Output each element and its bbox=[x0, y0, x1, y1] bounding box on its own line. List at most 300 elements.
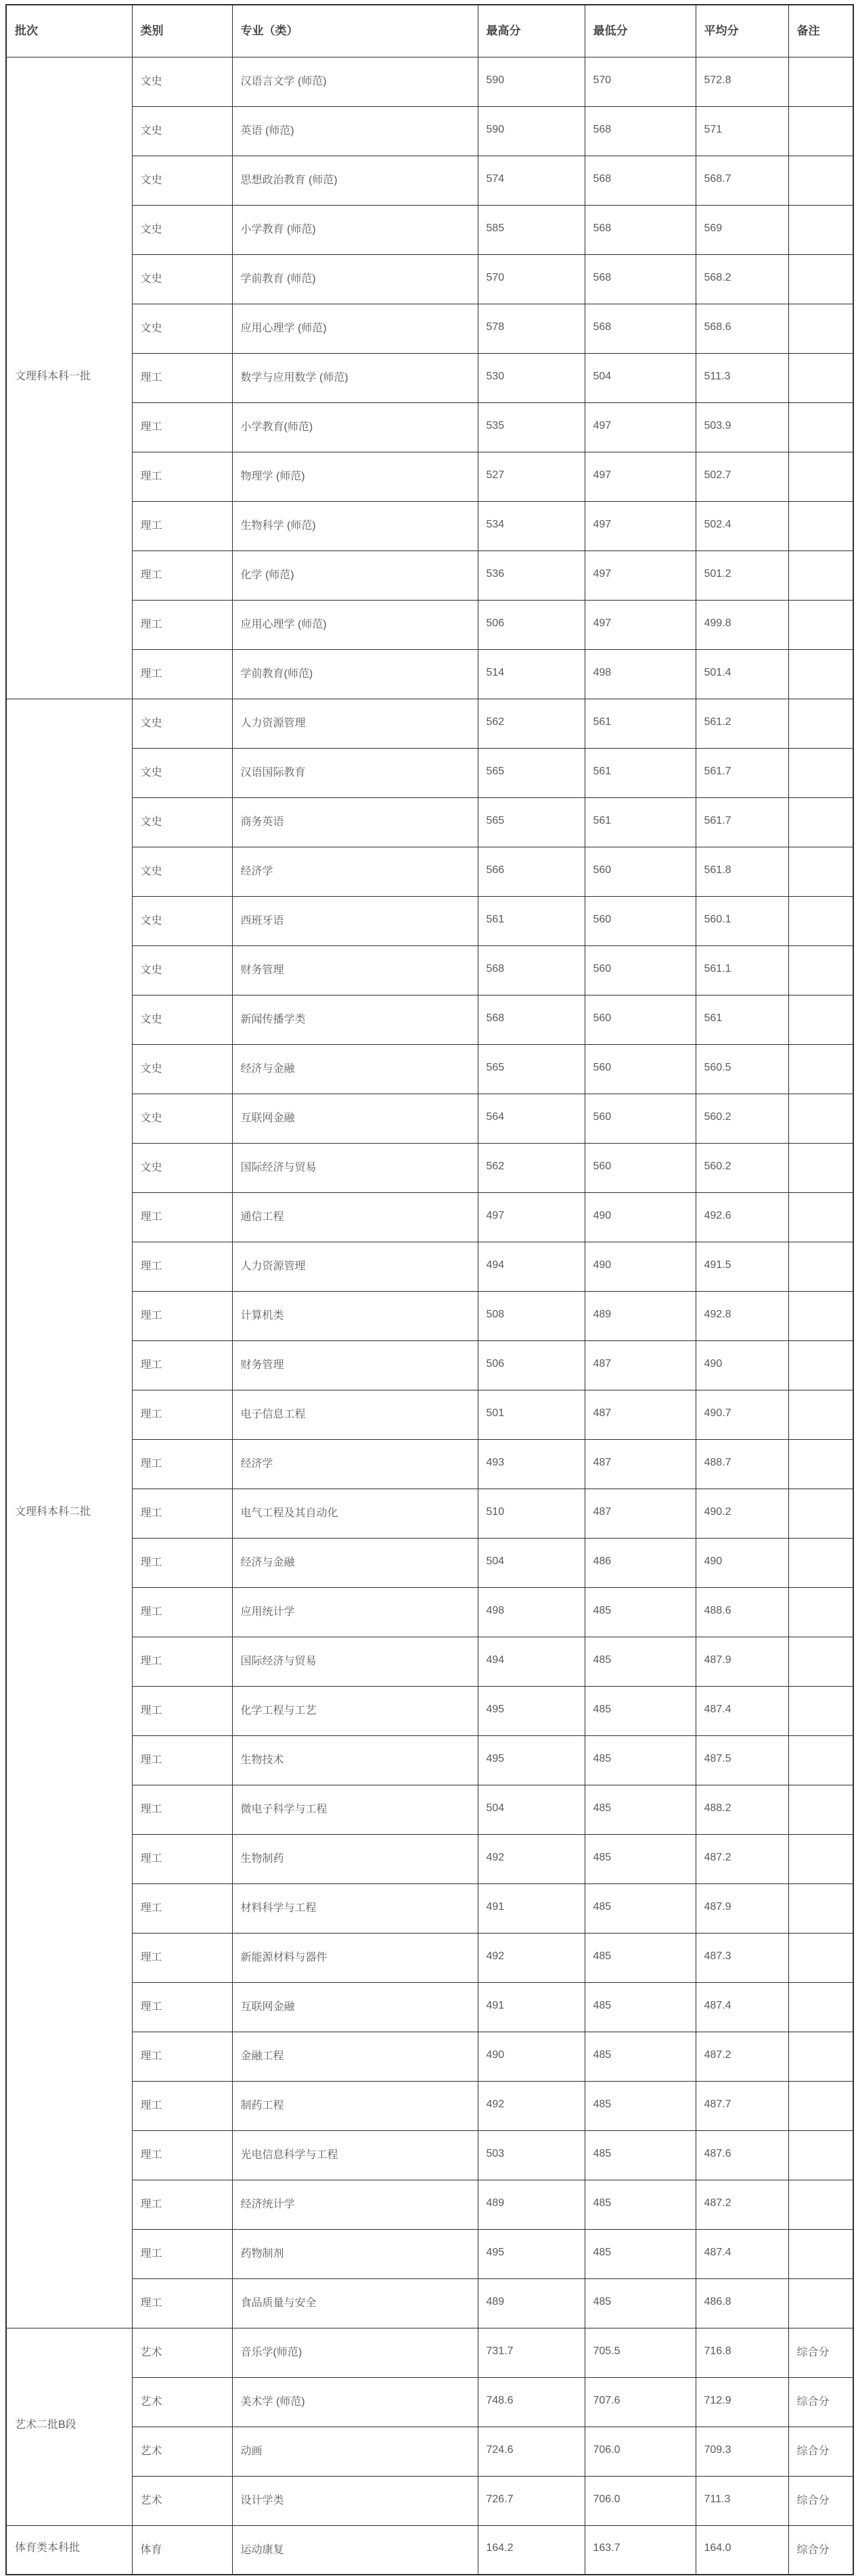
major-cell: 数学与应用数学 (师范) bbox=[232, 353, 478, 402]
table-row bbox=[6, 896, 853, 945]
max-score-cell: 489 bbox=[478, 2278, 585, 2328]
min-score-cell: 568 bbox=[585, 254, 696, 304]
max-score-cell: 536 bbox=[478, 551, 585, 600]
major-cell: 生物技术 bbox=[232, 1735, 478, 1785]
min-score-cell: 705.5 bbox=[585, 2328, 696, 2377]
max-score-cell: 514 bbox=[478, 649, 585, 699]
avg-score-cell: 511.3 bbox=[696, 353, 788, 402]
avg-score-cell: 561.7 bbox=[696, 797, 788, 847]
header-remark: 备注 bbox=[788, 5, 853, 57]
category-cell: 文史 bbox=[132, 1094, 232, 1143]
remark-cell bbox=[788, 1933, 853, 1982]
batch-cell: 体育类本科批 bbox=[6, 2525, 132, 2575]
category-cell: 理工 bbox=[132, 1637, 232, 1686]
category-cell: 理工 bbox=[132, 1735, 232, 1785]
remark-cell bbox=[788, 2032, 853, 2081]
category-cell: 理工 bbox=[132, 452, 232, 501]
major-cell: 音乐学(师范) bbox=[232, 2328, 478, 2377]
table-row bbox=[6, 649, 853, 699]
min-score-cell: 485 bbox=[585, 1637, 696, 1686]
major-cell: 应用统计学 bbox=[232, 1587, 478, 1637]
major-cell: 人力资源管理 bbox=[232, 699, 478, 748]
min-score-cell: 560 bbox=[585, 1044, 696, 1094]
category-cell: 艺术 bbox=[132, 2377, 232, 2427]
table-row bbox=[6, 1390, 853, 1439]
major-cell: 经济学 bbox=[232, 847, 478, 896]
category-cell: 理工 bbox=[132, 1340, 232, 1390]
max-score-cell: 504 bbox=[478, 1785, 585, 1834]
category-cell: 理工 bbox=[132, 2180, 232, 2229]
remark-cell bbox=[788, 797, 853, 847]
major-cell: 生物科学 (师范) bbox=[232, 501, 478, 551]
category-cell: 理工 bbox=[132, 2229, 232, 2278]
table-body bbox=[6, 57, 853, 2575]
major-cell: 财务管理 bbox=[232, 945, 478, 995]
remark-cell bbox=[788, 156, 853, 205]
avg-score-cell: 499.8 bbox=[696, 600, 788, 649]
table-row bbox=[6, 1587, 853, 1637]
max-score-cell: 562 bbox=[478, 1143, 585, 1192]
remark-cell bbox=[788, 1094, 853, 1143]
table-row bbox=[6, 2180, 853, 2229]
remark-cell bbox=[788, 2229, 853, 2278]
major-cell: 经济统计学 bbox=[232, 2180, 478, 2229]
avg-score-cell: 490.7 bbox=[696, 1390, 788, 1439]
max-score-cell: 506 bbox=[478, 1340, 585, 1390]
admission-score-table bbox=[5, 4, 854, 2575]
max-score-cell: 564 bbox=[478, 1094, 585, 1143]
remark-cell bbox=[788, 1044, 853, 1094]
category-cell: 体育 bbox=[132, 2525, 232, 2575]
min-score-cell: 560 bbox=[585, 847, 696, 896]
min-score-cell: 560 bbox=[585, 945, 696, 995]
category-cell: 文史 bbox=[132, 106, 232, 156]
min-score-cell: 560 bbox=[585, 1094, 696, 1143]
major-cell: 人力资源管理 bbox=[232, 1242, 478, 1291]
category-cell: 艺术 bbox=[132, 2328, 232, 2377]
table-row bbox=[6, 402, 853, 452]
table-row bbox=[6, 1883, 853, 1933]
min-score-cell: 486 bbox=[585, 1538, 696, 1587]
table-row bbox=[6, 205, 853, 254]
remark-cell bbox=[788, 2278, 853, 2328]
remark-cell bbox=[788, 600, 853, 649]
category-cell: 理工 bbox=[132, 1587, 232, 1637]
max-score-cell: 504 bbox=[478, 1538, 585, 1587]
major-cell: 设计学类 bbox=[232, 2476, 478, 2525]
remark-cell bbox=[788, 304, 853, 353]
major-cell: 化学 (师范) bbox=[232, 551, 478, 600]
min-score-cell: 485 bbox=[585, 1587, 696, 1637]
remark-cell bbox=[788, 353, 853, 402]
avg-score-cell: 571 bbox=[696, 106, 788, 156]
max-score-cell: 506 bbox=[478, 600, 585, 649]
max-score-cell: 508 bbox=[478, 1291, 585, 1340]
table-row bbox=[6, 847, 853, 896]
category-cell: 理工 bbox=[132, 1834, 232, 1883]
category-cell: 理工 bbox=[132, 353, 232, 402]
max-score-cell: 578 bbox=[478, 304, 585, 353]
batch-cell: 艺术二批B段 bbox=[6, 2328, 132, 2525]
table-row bbox=[6, 1735, 853, 1785]
min-score-cell: 485 bbox=[585, 1933, 696, 1982]
major-cell: 药物制剂 bbox=[232, 2229, 478, 2278]
category-cell: 理工 bbox=[132, 2130, 232, 2180]
remark-cell: 综合分 bbox=[788, 2377, 853, 2427]
min-score-cell: 497 bbox=[585, 600, 696, 649]
min-score-cell: 560 bbox=[585, 995, 696, 1044]
min-score-cell: 706.0 bbox=[585, 2476, 696, 2525]
category-cell: 文史 bbox=[132, 748, 232, 797]
max-score-cell: 510 bbox=[478, 1489, 585, 1538]
category-cell: 文史 bbox=[132, 205, 232, 254]
major-cell: 电气工程及其自动化 bbox=[232, 1489, 478, 1538]
category-cell: 理工 bbox=[132, 2278, 232, 2328]
remark-cell bbox=[788, 649, 853, 699]
table-row bbox=[6, 1291, 853, 1340]
table-row bbox=[6, 600, 853, 649]
major-cell: 学前教育 (师范) bbox=[232, 254, 478, 304]
remark-cell: 综合分 bbox=[788, 2476, 853, 2525]
table-row bbox=[6, 995, 853, 1044]
avg-score-cell: 487.6 bbox=[696, 2130, 788, 2180]
header-avg-score: 平均分 bbox=[696, 5, 788, 57]
max-score-cell: 495 bbox=[478, 1735, 585, 1785]
min-score-cell: 485 bbox=[585, 2229, 696, 2278]
remark-cell bbox=[788, 1686, 853, 1735]
avg-score-cell: 568.6 bbox=[696, 304, 788, 353]
min-score-cell: 497 bbox=[585, 402, 696, 452]
max-score-cell: 568 bbox=[478, 995, 585, 1044]
min-score-cell: 485 bbox=[585, 1982, 696, 2032]
max-score-cell: 530 bbox=[478, 353, 585, 402]
min-score-cell: 490 bbox=[585, 1242, 696, 1291]
category-cell: 理工 bbox=[132, 1538, 232, 1587]
avg-score-cell: 568.7 bbox=[696, 156, 788, 205]
max-score-cell: 501 bbox=[478, 1390, 585, 1439]
table-row bbox=[6, 1439, 853, 1489]
max-score-cell: 497 bbox=[478, 1192, 585, 1242]
max-score-cell: 527 bbox=[478, 452, 585, 501]
min-score-cell: 504 bbox=[585, 353, 696, 402]
avg-score-cell: 488.2 bbox=[696, 1785, 788, 1834]
max-score-cell: 566 bbox=[478, 847, 585, 896]
max-score-cell: 565 bbox=[478, 748, 585, 797]
avg-score-cell: 561 bbox=[696, 995, 788, 1044]
avg-score-cell: 487.4 bbox=[696, 1982, 788, 2032]
remark-cell bbox=[788, 106, 853, 156]
category-cell: 理工 bbox=[132, 2081, 232, 2130]
table-row bbox=[6, 1192, 853, 1242]
max-score-cell: 565 bbox=[478, 797, 585, 847]
major-cell: 思想政治教育 (师范) bbox=[232, 156, 478, 205]
avg-score-cell: 487.3 bbox=[696, 1933, 788, 1982]
remark-cell bbox=[788, 452, 853, 501]
remark-cell bbox=[788, 1192, 853, 1242]
table-row bbox=[6, 1044, 853, 1094]
max-score-cell: 490 bbox=[478, 2032, 585, 2081]
remark-cell bbox=[788, 896, 853, 945]
header-row bbox=[6, 5, 853, 57]
category-cell: 理工 bbox=[132, 1883, 232, 1933]
max-score-cell: 492 bbox=[478, 2081, 585, 2130]
remark-cell bbox=[788, 1982, 853, 2032]
min-score-cell: 570 bbox=[585, 57, 696, 106]
max-score-cell: 494 bbox=[478, 1637, 585, 1686]
table-row bbox=[6, 2328, 853, 2377]
category-cell: 理工 bbox=[132, 402, 232, 452]
major-cell: 经济与金融 bbox=[232, 1538, 478, 1587]
avg-score-cell: 560.5 bbox=[696, 1044, 788, 1094]
max-score-cell: 561 bbox=[478, 896, 585, 945]
max-score-cell: 493 bbox=[478, 1439, 585, 1489]
avg-score-cell: 487.2 bbox=[696, 2180, 788, 2229]
remark-cell bbox=[788, 1242, 853, 1291]
max-score-cell: 491 bbox=[478, 1883, 585, 1933]
avg-score-cell: 712.9 bbox=[696, 2377, 788, 2427]
table-row bbox=[6, 254, 853, 304]
min-score-cell: 163.7 bbox=[585, 2525, 696, 2575]
remark-cell: 综合分 bbox=[788, 2525, 853, 2575]
avg-score-cell: 487.9 bbox=[696, 1883, 788, 1933]
min-score-cell: 489 bbox=[585, 1291, 696, 1340]
remark-cell bbox=[788, 1390, 853, 1439]
avg-score-cell: 568.2 bbox=[696, 254, 788, 304]
table-row bbox=[6, 1637, 853, 1686]
avg-score-cell: 487.2 bbox=[696, 2032, 788, 2081]
category-cell: 文史 bbox=[132, 847, 232, 896]
major-cell: 应用心理学 (师范) bbox=[232, 600, 478, 649]
table-row bbox=[6, 1982, 853, 2032]
major-cell: 西班牙语 bbox=[232, 896, 478, 945]
major-cell: 光电信息科学与工程 bbox=[232, 2130, 478, 2180]
remark-cell bbox=[788, 1143, 853, 1192]
avg-score-cell: 572.8 bbox=[696, 57, 788, 106]
max-score-cell: 492 bbox=[478, 1933, 585, 1982]
avg-score-cell: 561.1 bbox=[696, 945, 788, 995]
major-cell: 小学教育 (师范) bbox=[232, 205, 478, 254]
major-cell: 食品质量与安全 bbox=[232, 2278, 478, 2328]
major-cell: 生物制药 bbox=[232, 1834, 478, 1883]
table-row bbox=[6, 797, 853, 847]
category-cell: 文史 bbox=[132, 254, 232, 304]
remark-cell bbox=[788, 1340, 853, 1390]
table-row bbox=[6, 2525, 853, 2575]
min-score-cell: 497 bbox=[585, 551, 696, 600]
avg-score-cell: 492.6 bbox=[696, 1192, 788, 1242]
category-cell: 文史 bbox=[132, 156, 232, 205]
category-cell: 文史 bbox=[132, 699, 232, 748]
major-cell: 计算机类 bbox=[232, 1291, 478, 1340]
avg-score-cell: 487.4 bbox=[696, 1686, 788, 1735]
category-cell: 理工 bbox=[132, 1933, 232, 1982]
avg-score-cell: 487.9 bbox=[696, 1637, 788, 1686]
table-row bbox=[6, 945, 853, 995]
min-score-cell: 561 bbox=[585, 699, 696, 748]
header-category: 类别 bbox=[132, 5, 232, 57]
avg-score-cell: 569 bbox=[696, 205, 788, 254]
category-cell: 理工 bbox=[132, 600, 232, 649]
max-score-cell: 492 bbox=[478, 1834, 585, 1883]
max-score-cell: 724.6 bbox=[478, 2427, 585, 2476]
max-score-cell: 570 bbox=[478, 254, 585, 304]
batch-cell: 文理科本科二批 bbox=[6, 699, 132, 2328]
category-cell: 艺术 bbox=[132, 2427, 232, 2476]
table-row bbox=[6, 1686, 853, 1735]
category-cell: 理工 bbox=[132, 1489, 232, 1538]
min-score-cell: 568 bbox=[585, 156, 696, 205]
category-cell: 文史 bbox=[132, 797, 232, 847]
max-score-cell: 503 bbox=[478, 2130, 585, 2180]
table-row bbox=[6, 2476, 853, 2525]
remark-cell bbox=[788, 1538, 853, 1587]
min-score-cell: 568 bbox=[585, 106, 696, 156]
table-row bbox=[6, 2278, 853, 2328]
category-cell: 理工 bbox=[132, 501, 232, 551]
max-score-cell: 565 bbox=[478, 1044, 585, 1094]
table-row bbox=[6, 1489, 853, 1538]
max-score-cell: 164.2 bbox=[478, 2525, 585, 2575]
major-cell: 汉语国际教育 bbox=[232, 748, 478, 797]
table-row bbox=[6, 106, 853, 156]
avg-score-cell: 488.6 bbox=[696, 1587, 788, 1637]
remark-cell bbox=[788, 945, 853, 995]
min-score-cell: 485 bbox=[585, 2032, 696, 2081]
avg-score-cell: 490.2 bbox=[696, 1489, 788, 1538]
max-score-cell: 585 bbox=[478, 205, 585, 254]
header-major: 专业（类） bbox=[232, 5, 478, 57]
remark-cell bbox=[788, 2130, 853, 2180]
avg-score-cell: 492.8 bbox=[696, 1291, 788, 1340]
table-row bbox=[6, 501, 853, 551]
max-score-cell: 574 bbox=[478, 156, 585, 205]
table-row bbox=[6, 1094, 853, 1143]
remark-cell: 综合分 bbox=[788, 2328, 853, 2377]
major-cell: 小学教育(师范) bbox=[232, 402, 478, 452]
table-row bbox=[6, 2229, 853, 2278]
table-row bbox=[6, 1242, 853, 1291]
remark-cell bbox=[788, 995, 853, 1044]
category-cell: 理工 bbox=[132, 1785, 232, 1834]
remark-cell bbox=[788, 2081, 853, 2130]
min-score-cell: 485 bbox=[585, 1883, 696, 1933]
table-row bbox=[6, 1933, 853, 1982]
major-cell: 国际经济与贸易 bbox=[232, 1637, 478, 1686]
major-cell: 新能源材料与器件 bbox=[232, 1933, 478, 1982]
remark-cell bbox=[788, 1883, 853, 1933]
table-row bbox=[6, 2130, 853, 2180]
avg-score-cell: 487.2 bbox=[696, 1834, 788, 1883]
min-score-cell: 497 bbox=[585, 452, 696, 501]
remark-cell bbox=[788, 254, 853, 304]
max-score-cell: 535 bbox=[478, 402, 585, 452]
avg-score-cell: 490 bbox=[696, 1340, 788, 1390]
major-cell: 动画 bbox=[232, 2427, 478, 2476]
max-score-cell: 726.7 bbox=[478, 2476, 585, 2525]
category-cell: 理工 bbox=[132, 649, 232, 699]
min-score-cell: 485 bbox=[585, 2180, 696, 2229]
avg-score-cell: 501.2 bbox=[696, 551, 788, 600]
category-cell: 文史 bbox=[132, 995, 232, 1044]
category-cell: 文史 bbox=[132, 1143, 232, 1192]
major-cell: 财务管理 bbox=[232, 1340, 478, 1390]
min-score-cell: 568 bbox=[585, 205, 696, 254]
remark-cell bbox=[788, 1637, 853, 1686]
major-cell: 英语 (师范) bbox=[232, 106, 478, 156]
major-cell: 商务英语 bbox=[232, 797, 478, 847]
category-cell: 文史 bbox=[132, 945, 232, 995]
min-score-cell: 485 bbox=[585, 1785, 696, 1834]
category-cell: 文史 bbox=[132, 57, 232, 106]
table-row bbox=[6, 1340, 853, 1390]
major-cell: 经济与金融 bbox=[232, 1044, 478, 1094]
table-row bbox=[6, 2427, 853, 2476]
table-row bbox=[6, 452, 853, 501]
avg-score-cell: 487.5 bbox=[696, 1735, 788, 1785]
remark-cell bbox=[788, 1785, 853, 1834]
min-score-cell: 561 bbox=[585, 797, 696, 847]
category-cell: 理工 bbox=[132, 1686, 232, 1735]
avg-score-cell: 164.0 bbox=[696, 2525, 788, 2575]
category-cell: 理工 bbox=[132, 1439, 232, 1489]
table-row bbox=[6, 699, 853, 748]
min-score-cell: 485 bbox=[585, 2130, 696, 2180]
major-cell: 化学工程与工艺 bbox=[232, 1686, 478, 1735]
major-cell: 电子信息工程 bbox=[232, 1390, 478, 1439]
remark-cell bbox=[788, 1489, 853, 1538]
min-score-cell: 487 bbox=[585, 1390, 696, 1439]
category-cell: 文史 bbox=[132, 304, 232, 353]
remark-cell bbox=[788, 1587, 853, 1637]
major-cell: 微电子科学与工程 bbox=[232, 1785, 478, 1834]
min-score-cell: 485 bbox=[585, 2278, 696, 2328]
header-min-score: 最低分 bbox=[585, 5, 696, 57]
remark-cell bbox=[788, 551, 853, 600]
avg-score-cell: 501.4 bbox=[696, 649, 788, 699]
avg-score-cell: 561.2 bbox=[696, 699, 788, 748]
table-row bbox=[6, 304, 853, 353]
major-cell: 国际经济与贸易 bbox=[232, 1143, 478, 1192]
table-row bbox=[6, 1143, 853, 1192]
category-cell: 理工 bbox=[132, 1291, 232, 1340]
avg-score-cell: 709.3 bbox=[696, 2427, 788, 2476]
table-row bbox=[6, 57, 853, 106]
min-score-cell: 707.6 bbox=[585, 2377, 696, 2427]
max-score-cell: 491 bbox=[478, 1982, 585, 2032]
header-max-score: 最高分 bbox=[478, 5, 585, 57]
max-score-cell: 495 bbox=[478, 1686, 585, 1735]
max-score-cell: 489 bbox=[478, 2180, 585, 2229]
max-score-cell: 495 bbox=[478, 2229, 585, 2278]
remark-cell bbox=[788, 847, 853, 896]
avg-score-cell: 502.4 bbox=[696, 501, 788, 551]
remark-cell bbox=[788, 1439, 853, 1489]
min-score-cell: 487 bbox=[585, 1489, 696, 1538]
avg-score-cell: 487.7 bbox=[696, 2081, 788, 2130]
max-score-cell: 748.6 bbox=[478, 2377, 585, 2427]
table-row bbox=[6, 1538, 853, 1587]
min-score-cell: 706.0 bbox=[585, 2427, 696, 2476]
table-row bbox=[6, 353, 853, 402]
remark-cell bbox=[788, 205, 853, 254]
category-cell: 艺术 bbox=[132, 2476, 232, 2525]
remark-cell bbox=[788, 1291, 853, 1340]
major-cell: 学前教育(师范) bbox=[232, 649, 478, 699]
avg-score-cell: 561.7 bbox=[696, 748, 788, 797]
major-cell: 通信工程 bbox=[232, 1192, 478, 1242]
major-cell: 运动康复 bbox=[232, 2525, 478, 2575]
remark-cell bbox=[788, 699, 853, 748]
